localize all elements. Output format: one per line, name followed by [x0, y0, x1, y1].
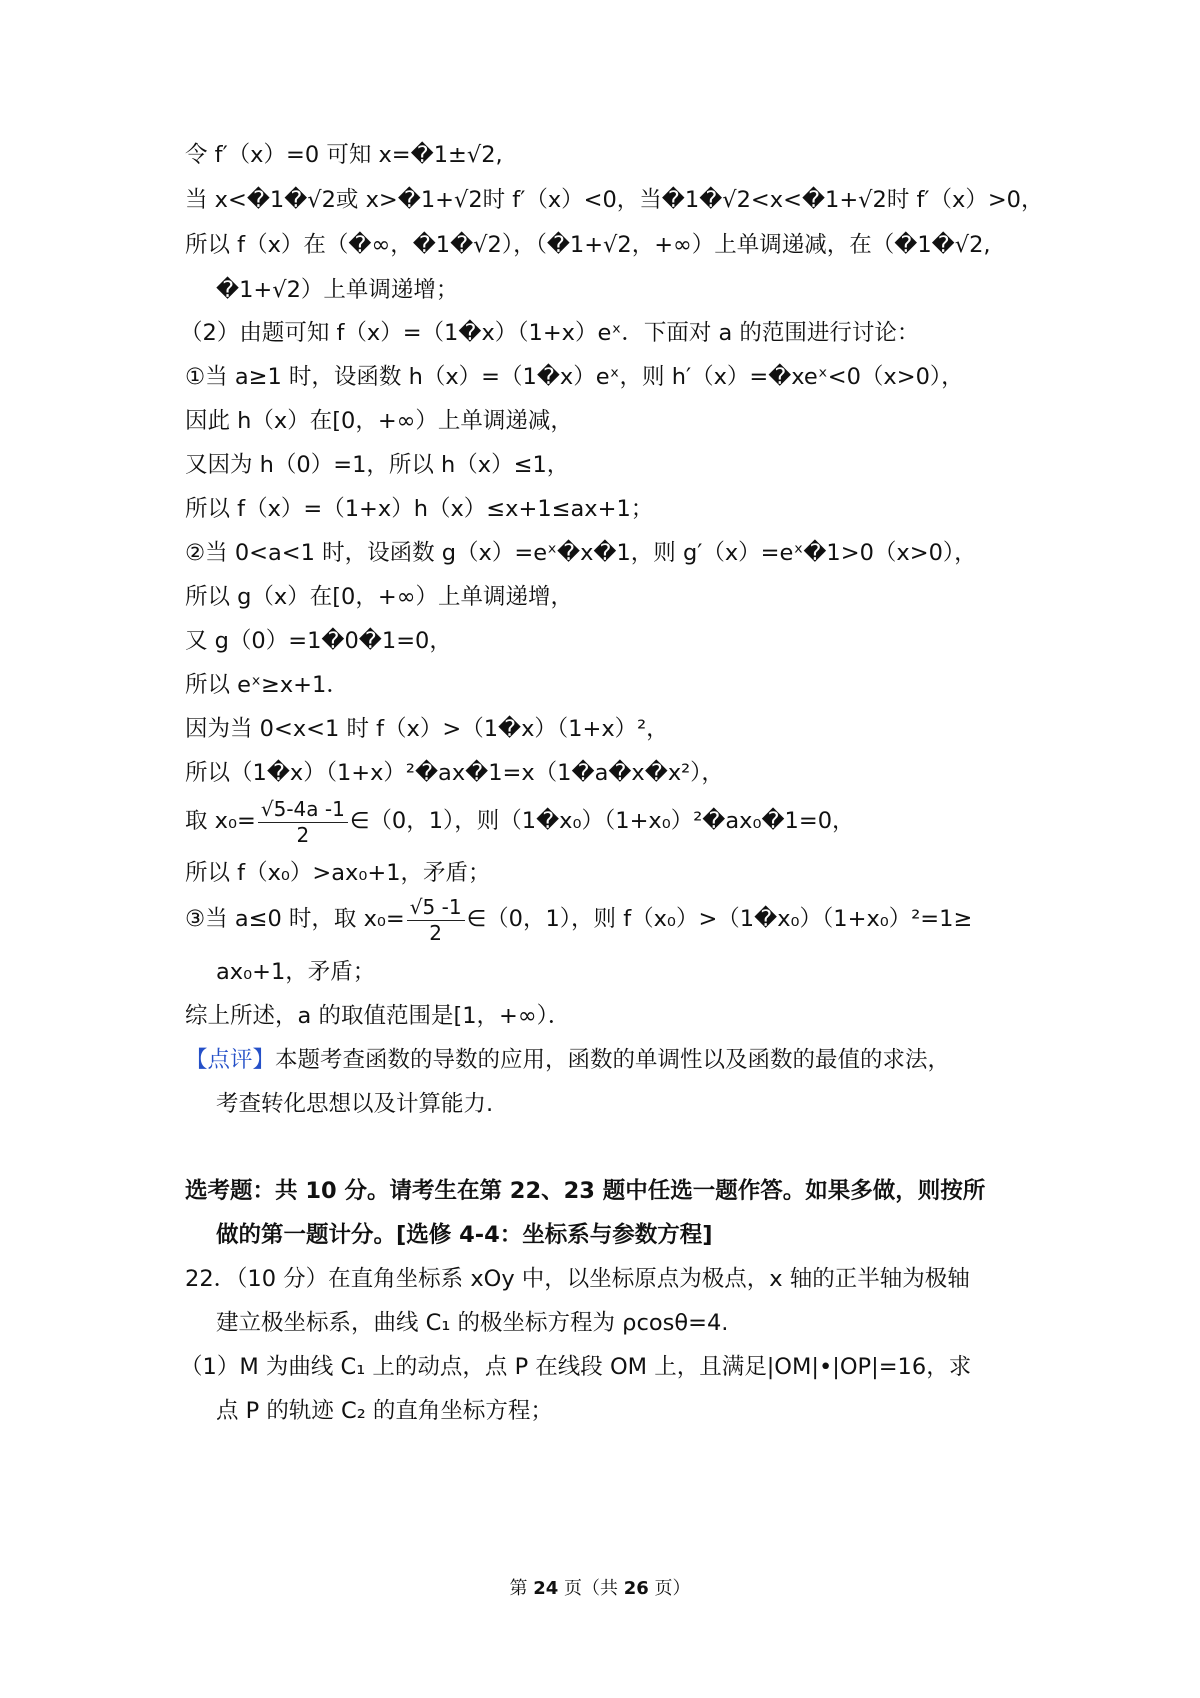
text-line: ax₀+1，矛盾；: [216, 959, 376, 985]
footer-text: 第: [509, 1578, 534, 1599]
text-fragment: 取 x₀=: [185, 808, 256, 834]
fraction-numerator: √5-4a -1: [258, 796, 348, 823]
text-line: 所以 f（x₀）>ax₀+1，矛盾；: [185, 860, 491, 886]
text-line: 又因为 h（0）=1，所以 h（x）≤1，: [185, 452, 570, 478]
text-line: 因此 h（x）在[0，+∞）上单调递减，: [185, 408, 573, 434]
footer-text: 页）: [648, 1578, 691, 1599]
text-line: ①当 a≥1 时，设函数 h（x）=（1�x）eˣ，则 h′（x）=�xeˣ<0（x>0），: [185, 364, 964, 390]
text-line: ②当 0<a<1 时，设函数 g（x）=eˣ�x�1，则 g′（x）=eˣ�1>0（x>0），: [185, 540, 977, 566]
text-fragment: ∈（0，1），则（1�x₀）（1+x₀）²�ax₀�1=0，: [349, 808, 855, 834]
text-line: 所以（1�x）（1+x）²�ax�1=x（1�a�x�x²），: [185, 760, 724, 786]
text-line: 令 f′（x）=0 可知 x=�1±√2,: [185, 142, 503, 168]
footer-total-pages: 26: [623, 1578, 649, 1599]
fraction-denominator: 2: [296, 823, 310, 847]
text-line: 所以 eˣ≥x+1．: [185, 672, 349, 698]
fraction-numerator: √5 -1: [407, 894, 465, 921]
text-line: 又 g（0）=1�0�1=0，: [185, 628, 452, 654]
page-footer: [0, 1574, 1200, 1600]
text-line-fraction: [185, 893, 972, 945]
footer-text: 页（共: [558, 1578, 624, 1599]
question-line: （1）M 为曲线 C₁ 上的动点，点 P 在线段 OM 上，且满足|OM|•|OP|=16，求: [180, 1354, 972, 1380]
text-line-fraction: [185, 795, 855, 847]
text-line: 当 x<�1�√2或 x>�1+√2时 f′（x）<0，当�1�√2<x<�1+√2时 f′（x）>0，: [185, 187, 1044, 213]
comment-line: 考查转化思想以及计算能力.: [216, 1091, 494, 1117]
question-line: 22．（10 分）在直角坐标系 xOy 中，以坐标原点为极点，x 轴的正半轴为极轴: [185, 1266, 970, 1292]
text-fragment: ∈（0，1），则 f（x₀）>（1�x₀）（1+x₀）²=1≥: [466, 906, 973, 932]
text-line: 所以 f（x）在（�∞，�1�√2），（�1+√2，+∞）上单调递减，在（�1�√2,: [185, 232, 991, 258]
comment-line: [185, 1045, 950, 1075]
text-line: 所以 g（x）在[0，+∞）上单调递增，: [185, 584, 573, 610]
question-line: 建立极坐标系，曲线 C₁ 的极坐标方程为 ρcosθ=4.: [216, 1310, 729, 1336]
fraction-denominator: 2: [429, 921, 443, 945]
text-line: �1+√2）上单调递增；: [216, 277, 459, 303]
footer-page-number: 24: [533, 1578, 559, 1599]
fraction: [258, 796, 348, 847]
section-heading: 做的第一题计分。[选修 4-4：坐标系与参数方程]: [216, 1222, 713, 1248]
text-line: 综上所述，a 的取值范围是[1，+∞）．: [185, 1003, 571, 1029]
section-heading: 选考题：共 10 分。请考生在第 22、23 题中任选一题作答。如果多做，则按所: [185, 1178, 986, 1204]
comment-tag: 【点评】: [185, 1047, 276, 1073]
text-line: 因为当 0<x<1 时 f（x）>（1�x）（1+x）²，: [185, 716, 669, 742]
text-line: 所以 f（x）=（1+x）h（x）≤x+1≤ax+1；: [185, 496, 654, 522]
comment-text: 本题考查函数的导数的应用，函数的单调性以及函数的最值的求法，: [275, 1047, 951, 1073]
text-fragment: ③当 a≤0 时，取 x₀=: [185, 906, 405, 932]
question-line: 点 P 的轨迹 C₂ 的直角坐标方程；: [216, 1398, 553, 1424]
fraction: [407, 894, 465, 945]
text-line: （2）由题可知 f（x）=（1�x）（1+x）eˣ．下面对 a 的范围进行讨论：: [180, 320, 920, 346]
